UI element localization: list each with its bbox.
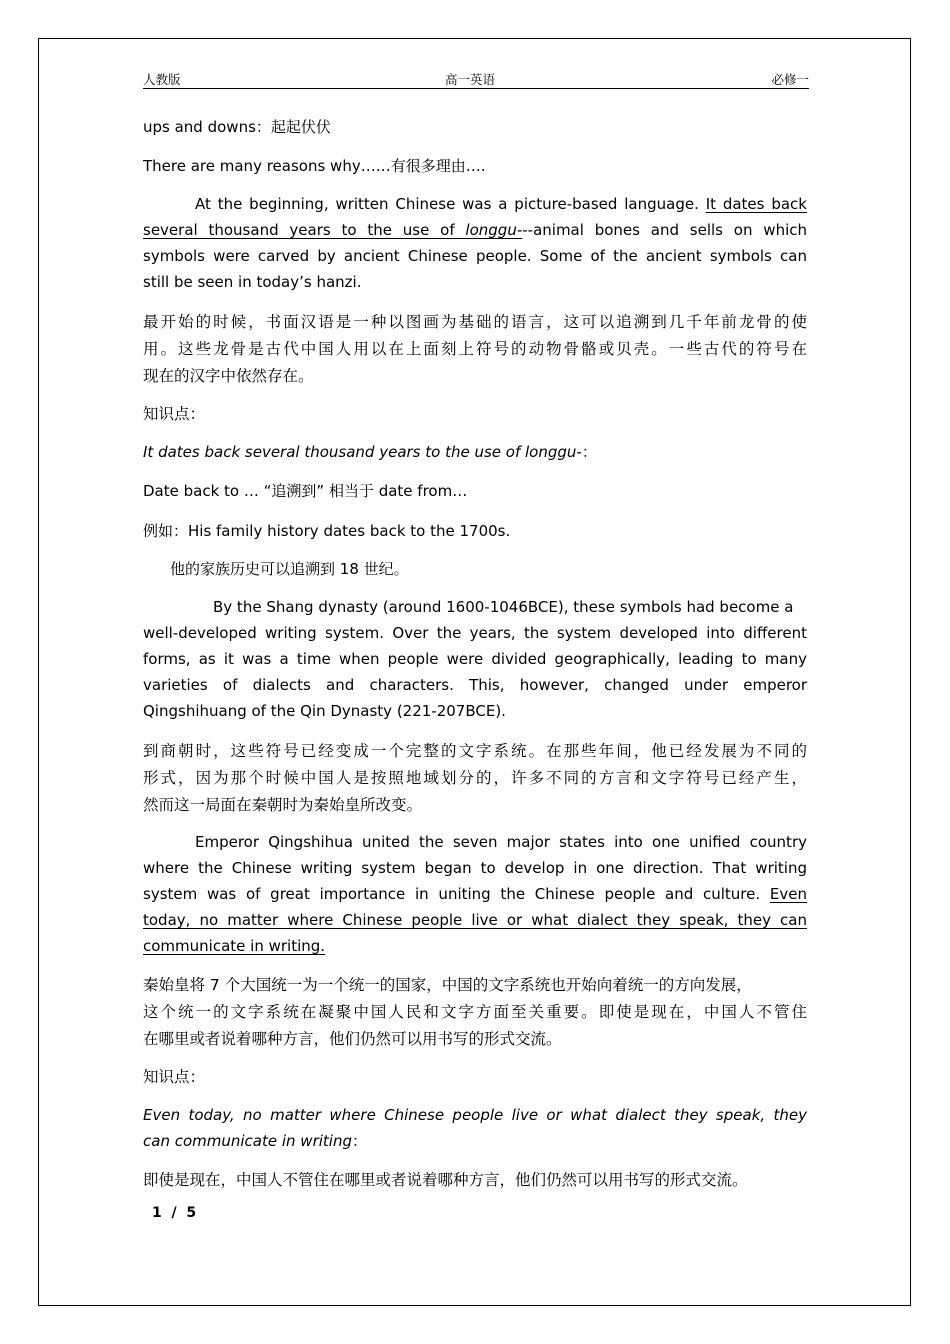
p2-line1: By the Shang dynasty (around 1600-1046BCE), these symbols had become a xyxy=(213,598,794,616)
t2-line1: 到商朝时，这些符号已经变成一个完整的文字系统。在那些年间，他已经发展为不同的 xyxy=(143,742,807,760)
p1-line1-underlined: It dates back xyxy=(705,195,807,213)
p3-line5-underlined: communicate in writing. xyxy=(143,937,326,955)
t1-line1: 最开始的时候，书面汉语是一种以图画为基础的语言，这可以追溯到几千年前龙骨的使 xyxy=(143,313,807,331)
t3-line1: 秦始皇将 7 个大国统一为一个统一的国家，中国的文字系统也开始向着统一的方向发展， xyxy=(143,976,752,994)
t1-line3: 现在的汉字中依然存在。 xyxy=(143,367,314,385)
knowledge-point-title-2: 知识点： xyxy=(143,1068,206,1086)
kp1-sentence: It dates back several thousand years to the use of longgu- xyxy=(143,443,582,461)
p2-line4: varieties of dialects and characters. This, however, changed under emperor xyxy=(143,676,807,694)
t1-line2: 用。这些龙骨是古代中国人用以在上面刻上符号的动物骨骼或贝壳。一些古代的符号在 xyxy=(143,340,807,358)
header-volume: 必修一 xyxy=(771,72,809,87)
kp2-translation: 即使是现在，中国人不管住在哪里或者说着哪种方言，他们仍然可以用书写的形式交流。 xyxy=(143,1171,748,1189)
p1-longgu-term: longgu- xyxy=(465,221,523,239)
p2-line5: Qingshihuang of the Qin Dynasty (221-207BCE). xyxy=(143,702,506,720)
kp1-usage: Date back to … “追溯到” 相当于 date from… xyxy=(143,482,468,500)
t3-line3: 在哪里或者说着哪种方言，他们仍然可以用书写的形式交流。 xyxy=(143,1030,562,1048)
kp1-colon: ： xyxy=(581,443,597,461)
t2-line3: 然而这一局面在秦朝时为秦始皇所改变。 xyxy=(143,796,423,814)
kp1-example: 例如：His family history dates back to the 1700s. xyxy=(143,522,511,540)
p2-line2: well-developed writing system. Over the years, the system developed into different xyxy=(143,624,807,642)
p3-line3-text: system was of great importance in uniting the Chinese people and culture. xyxy=(143,885,761,903)
p2-line3: forms, as it was a time when people were divided geographically, leading to many xyxy=(143,650,807,668)
vocab-many-reasons: There are many reasons why……有很多理由…. xyxy=(143,157,486,175)
page-header xyxy=(143,70,809,89)
kp2-colon: ： xyxy=(351,1132,367,1150)
header-subject: 高一英语 xyxy=(445,72,496,87)
t2-line2: 形式，因为那个时候中国人是按照地域划分的，许多不同的方言和文字符号已经产生， xyxy=(143,769,807,787)
p1-line2-text: --animal bones and sells on which xyxy=(522,221,807,239)
p1-line2-underlined: several thousand years to the use of xyxy=(143,221,455,239)
header-publisher: 人教版 xyxy=(143,72,181,87)
kp2-sentence-line1: Even today, no matter where Chinese people live or what dialect they speak, they xyxy=(143,1106,807,1124)
p3-line2: where the Chinese writing system began to develop in one direction. That writing xyxy=(143,859,807,877)
vocab-ups-and-downs: ups and downs：起起伏伏 xyxy=(143,118,331,136)
knowledge-point-title-1: 知识点： xyxy=(143,405,206,423)
p1-line4: still be seen in today’s hanzi. xyxy=(143,273,362,291)
p1-line3: symbols were carved by ancient Chinese people. Some of the ancient symbols can xyxy=(143,247,807,265)
kp2-sentence-line2: can communicate in writing xyxy=(143,1132,352,1150)
t3-line2: 这个统一的文字系统在凝聚中国人民和文字方面至关重要。即使是现在，中国人不管住 xyxy=(143,1003,807,1021)
page-number: 1 / 5 xyxy=(152,1205,197,1221)
p1-line1-text: At the beginning, written Chinese was a picture-based language. xyxy=(195,195,699,213)
p3-line4-underlined: today, no matter where Chinese people live or what dialect they speak, they can xyxy=(143,911,807,929)
kp1-example-translation: 他的家族历史可以追溯到 18 世纪。 xyxy=(170,560,409,578)
p3-line3-underlined: Even xyxy=(769,885,807,903)
p3-line1: Emperor Qingshihua united the seven major states into one unified country xyxy=(195,833,807,851)
